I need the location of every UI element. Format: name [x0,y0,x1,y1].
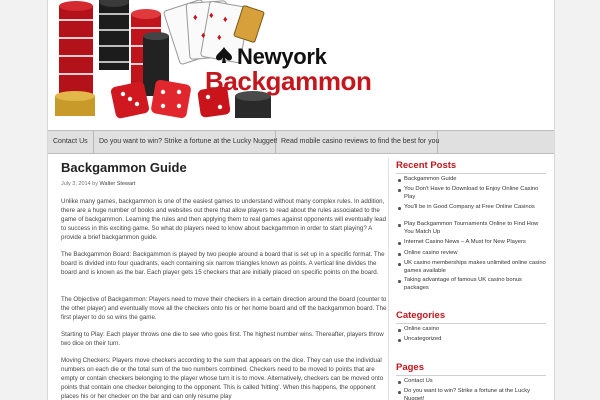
logo-newyork: Newyork [237,44,327,69]
svg-text:♦: ♦ [201,30,206,40]
page-link[interactable]: Contact Us [404,378,546,386]
logo-backgammon: Backgammon [205,66,372,96]
category-link[interactable]: Online casino [404,326,546,334]
widget-divider [396,375,546,376]
site-header [48,0,554,130]
recent-post-link[interactable]: Backgammon Guide [404,176,546,184]
widget-divider [396,173,546,174]
category-link[interactable]: Uncategorized [404,336,546,344]
post-meta [61,181,135,187]
spade-icon [215,46,233,64]
nav-lucky-nugget[interactable]: Do you want to win? Strike a fortune at the Lucky Nugget! [94,131,276,153]
post-paragraph: Moving Checkers: Players move checkers according to the sum that appears on the dice. They can use the individual numbers on each die or the total sum of the two numbers combined. Checkers need to be moved to points that are empty or contain checkers belonging to the player whose turn it is to move. Alternatively, checkers can be moved onto points that contain one checker belonging to the opponent. This is called 'hitting'. When this happens, the opponent places his or her checker on the bar and can only resume play [61,357,384,400]
nav-mobile-casino-reviews[interactable]: Read mobile casino reviews to find the best for you [276,131,438,153]
chip-stack-red [59,1,93,96]
nav-contact-us[interactable]: Contact Us [48,131,94,153]
page [47,0,555,400]
categories-title: Categories [396,310,446,321]
pages-title: Pages [396,362,424,373]
post-paragraph: The Backgammon Board: Backgammon is played by two people around a board that is set up in a specific format. The board is divided into four quadrants, each containing six narrow triangles known as points. A vertical line divides the board and is known as the bar. Each player gets 15 checkers that are initially placed on specific points on the board. [61,251,385,277]
svg-text:♦: ♦ [209,10,214,20]
recent-post-link[interactable]: Internet Casino News – A Must for New Players [404,239,546,247]
chip-stack-gold [55,91,95,116]
casino-chips-dice-image [53,0,383,128]
recent-post-link[interactable]: You Don't Have to Download to Enjoy Online Casino Play [404,186,546,202]
recent-post-link[interactable]: UK casino memberships makes unlimited online casino games available [404,260,546,274]
recent-post-link[interactable]: Online casino review [404,250,546,258]
recent-post-link[interactable]: Play Backgammon Tournaments Online to Find How You Match Up [404,221,546,237]
widget-divider [396,323,546,324]
recent-posts-title: Recent Posts [396,160,457,171]
post-paragraph: The Objective of Backgammon: Players need to move their checkers in a certain direction around the board (counter to the other player) and eventually move all the checkers onto his or her home board and off the backgammon board. The first player to do so wins the game. [61,296,387,322]
svg-text:♦: ♦ [193,12,198,22]
svg-text:♦: ♦ [223,14,228,24]
header-banner[interactable] [53,0,383,128]
post-paragraph: Unlike many games, backgammon is one of the easiest games to understand without many complex rules. In addition, there are a huge number of books and websites out there that allow players to read about the rules associated to the game of backgammon. Learning the rules and then applying them to real games against opponents will eventually lead to success in this exciting game. So what do players need to know about backgammon in order to start playing? A provide a brief backgammon guide. [61,198,387,242]
post-author[interactable]: Walter Stewart [99,181,136,187]
post-date: July 3, 2014 by [61,181,98,187]
svg-text:♦: ♦ [217,32,222,42]
page-link[interactable]: Do you want to win? Strike a fortune at the Lucky Nugget! [404,388,546,400]
main-navigation [48,130,554,154]
post-paragraph: Starting to Play: Each player throws one die to see who goes first. The highest number wins. Thereafter, players throw two dice on their turn. [61,331,384,348]
recent-post-link[interactable]: You'll be in Good Company at Free Online Casinos [404,204,546,212]
recent-post-link[interactable]: Taking advantage of famous UK casino bonus packages [404,277,546,293]
chip-stack-black [99,0,129,70]
post-title[interactable]: Backgammon Guide [61,160,187,175]
